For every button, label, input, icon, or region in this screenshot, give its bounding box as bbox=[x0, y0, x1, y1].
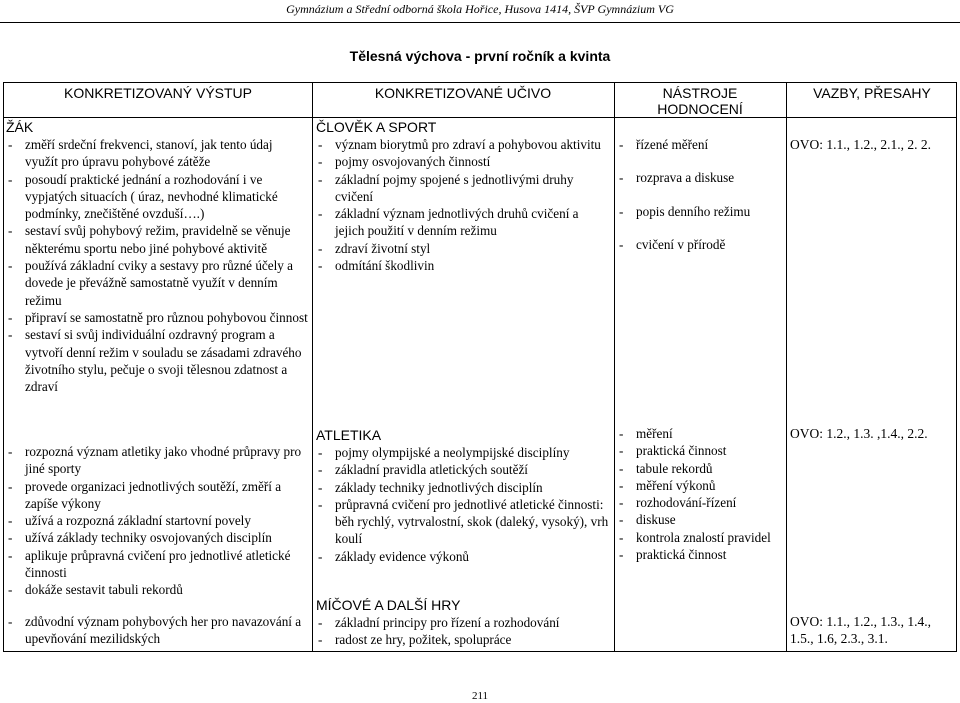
outcomes-list bbox=[6, 136, 308, 395]
list-item: - průpravná cvičení pro jednotlivé atletické činnosti: běh rychlý, vytrvalostní, skok (daleký, vysoký), vrh koulí bbox=[316, 496, 610, 548]
list-item: - základy evidence výkonů bbox=[316, 548, 610, 565]
list-item: - sestaví si svůj individuální ozdravný program a vytvoří denní režim v souladu se zásadami zdravého životního stylu, pečuje o svoji tělesnou zdatnost a zdraví bbox=[6, 326, 308, 395]
column-header-ucivo: KONKRETIZOVANÉ UČIVO bbox=[374, 85, 552, 101]
list-item: - kontrola znalostí pravidel bbox=[617, 529, 783, 546]
page-title: Tělesná výchova - první ročník a kvinta bbox=[349, 48, 611, 64]
column-divider bbox=[786, 83, 787, 651]
column-header-nastroje-line2: HODNOCENÍ bbox=[657, 101, 743, 117]
outcomes-atletika-column bbox=[6, 443, 308, 599]
header-row-divider bbox=[4, 117, 956, 118]
list-item: - aplikuje průpravná cvičení pro jednotlivé atletické činnosti bbox=[6, 547, 308, 582]
curriculum-atletika bbox=[316, 427, 610, 565]
links-sport: OVO: 1.1., 1.2., 2.1., 2. 2. bbox=[790, 137, 931, 152]
list-item: - používá základní cviky a sestavy pro různé účely a dovede je převážně samostatně využít v denním režimu bbox=[6, 257, 308, 309]
list-item: - provede organizaci jednotlivých soutěží, změří a zapíše výkony bbox=[6, 478, 308, 513]
list-item: - tabule rekordů bbox=[617, 460, 783, 477]
list-item: - měření bbox=[617, 425, 783, 442]
page-number: 211 bbox=[471, 690, 489, 702]
section-title-hry: MÍČOVÉ A DALŠÍ HRY bbox=[316, 597, 461, 613]
list-item: - rozprava a diskuse bbox=[617, 169, 783, 186]
tools-sport-list bbox=[617, 136, 783, 253]
list-item: - praktická činnost bbox=[617, 546, 783, 563]
list-item: - užívá základy techniky osvojovaných disciplín bbox=[6, 529, 308, 546]
column-divider bbox=[312, 83, 313, 651]
zak-label: ŽÁK bbox=[6, 119, 34, 135]
tools-sport bbox=[617, 136, 783, 253]
outcomes-column bbox=[6, 119, 308, 395]
document-header: Gymnázium a Střední odborná škola Hořice, Husova 1414, ŠVP Gymnázium VG bbox=[286, 2, 674, 16]
outcomes-atletika-list bbox=[6, 443, 308, 599]
list-item: - popis denního režimu bbox=[617, 203, 783, 220]
list-item: - pojmy olympijské a neolympijské disciplíny bbox=[316, 444, 610, 461]
curriculum-hry-list bbox=[316, 614, 610, 649]
tools-atletika bbox=[617, 425, 783, 563]
section-title-sport: ČLOVĚK A SPORT bbox=[316, 119, 437, 135]
column-divider bbox=[614, 83, 615, 651]
curriculum-atletika-list bbox=[316, 444, 610, 565]
list-item: - základní pojmy spojené s jednotlivými druhy cvičení bbox=[316, 171, 610, 206]
column-header-nastroje-line1: NÁSTROJE bbox=[662, 85, 738, 101]
curriculum-hry bbox=[316, 597, 610, 649]
list-item: - rozpozná význam atletiky jako vhodné průpravy pro jiné sporty bbox=[6, 443, 308, 478]
list-item: - zdraví životní styl bbox=[316, 240, 610, 257]
list-item: - odmítání škodlivin bbox=[316, 257, 610, 274]
list-item: - základy techniky jednotlivých disciplín bbox=[316, 479, 610, 496]
list-item: - dokáže sestavit tabuli rekordů bbox=[6, 581, 308, 598]
list-item: - základní význam jednotlivých druhů cvičení a jejich použití v denním režimu bbox=[316, 205, 610, 240]
links-atletika: OVO: 1.2., 1.3. ,1.4., 2.2. bbox=[790, 426, 928, 441]
list-item: - základní principy pro řízení a rozhodování bbox=[316, 614, 610, 631]
links-hry: OVO: 1.1., 1.2., 1.3., 1.4., 1.5., 1.6, 2.3., 3.1. bbox=[790, 614, 931, 647]
list-item: - měření výkonů bbox=[617, 477, 783, 494]
curriculum-sport-list bbox=[316, 136, 610, 274]
list-item: - sestaví svůj pohybový režim, pravidelně se věnuje některému sportu nebo jiné pohybové aktivitě bbox=[6, 222, 308, 257]
list-item: - posoudí praktické jednání a rozhodování i ve vypjatých situacích ( úraz, nevhodné klimatické podmínky, znečištěné ovzduší….) bbox=[6, 171, 308, 223]
column-header-vazby: VAZBY, PŘESAHY bbox=[813, 85, 931, 101]
list-item: - změří srdeční frekvenci, stanoví, jak tento údaj využít pro úpravu pohybové zátěže bbox=[6, 136, 308, 171]
column-header-nastroje bbox=[614, 85, 786, 117]
list-item: - řízené měření bbox=[617, 136, 783, 153]
column-header-vystup: KONKRETIZOVANÝ VÝSTUP bbox=[64, 85, 252, 101]
curriculum-sport bbox=[316, 119, 610, 274]
list-item: - připraví se samostatně pro různou pohybovou činnost bbox=[6, 309, 308, 326]
list-item: - význam biorytmů pro zdraví a pohybovou aktivitu bbox=[316, 136, 610, 153]
outcomes-hry-column bbox=[6, 613, 308, 648]
header-rule bbox=[0, 22, 960, 23]
list-item: - diskuse bbox=[617, 511, 783, 528]
outcomes-hry-list bbox=[6, 613, 308, 648]
list-item: - rozhodování-řízení bbox=[617, 494, 783, 511]
list-item: - základní pravidla atletických soutěží bbox=[316, 461, 610, 478]
list-item: - cvičení v přírodě bbox=[617, 236, 783, 253]
list-item: - praktická činnost bbox=[617, 442, 783, 459]
list-item: - užívá a rozpozná základní startovní povely bbox=[6, 512, 308, 529]
list-item: - zdůvodní význam pohybových her pro navazování a upevňování mezilidských bbox=[6, 613, 308, 648]
tools-atletika-list bbox=[617, 425, 783, 563]
list-item: - pojmy osvojovaných činností bbox=[316, 153, 610, 170]
curriculum-table bbox=[3, 82, 957, 652]
section-title-atletika: ATLETIKA bbox=[316, 427, 382, 443]
list-item: - radost ze hry, požitek, spolupráce bbox=[316, 631, 610, 648]
